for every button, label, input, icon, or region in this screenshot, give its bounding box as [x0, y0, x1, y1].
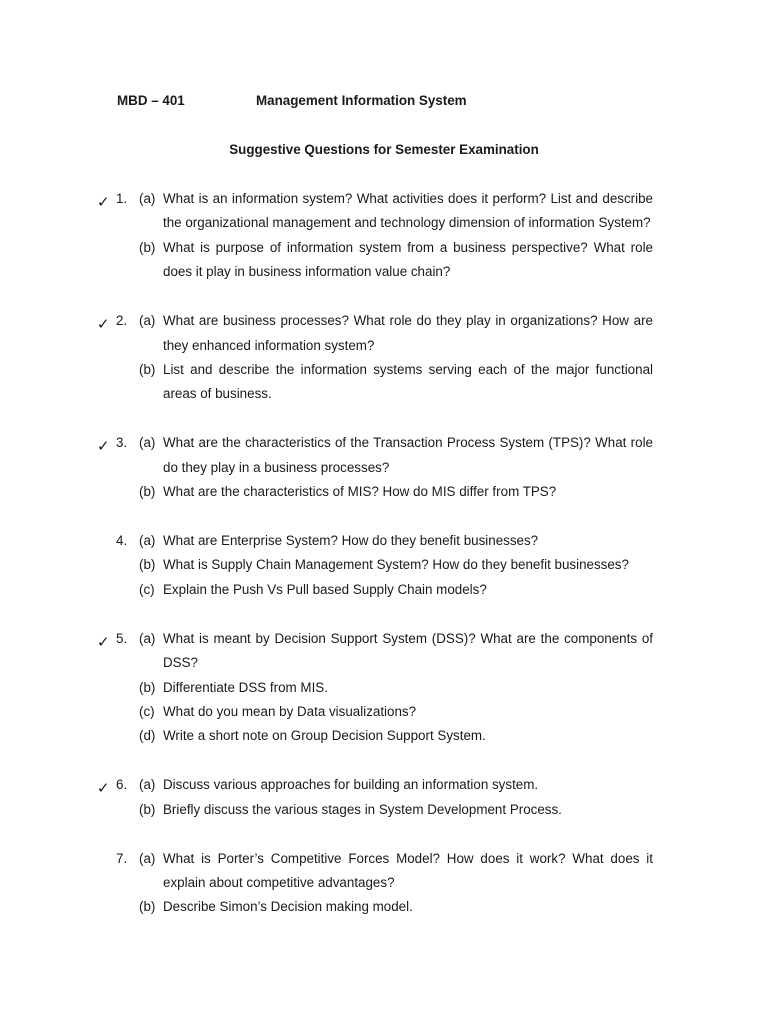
part-text: What are business processes? What role do they play in organizations? How are they enhanced information system?: [163, 313, 653, 353]
question-item: [0, 529, 768, 602]
check-mark-icon: ✓: [97, 437, 110, 456]
part-text: What is purpose of information system from a business perspective? What role does it play in business information value chain?: [163, 239, 653, 280]
question-item: [0, 187, 768, 285]
part-label: (a): [139, 532, 156, 548]
part-label: (a): [139, 850, 156, 866]
question-part: [0, 358, 768, 407]
question-part: [0, 895, 768, 919]
question-number: 1.: [116, 191, 128, 206]
part-label: (a): [139, 777, 156, 793]
part-text: What are Enterprise System? How do they benefit businesses?: [163, 532, 539, 548]
part-text: What are the characteristics of the Transaction Process System (TPS)? What role do they play in a business processes?: [163, 435, 653, 475]
question-part: [0, 700, 768, 724]
question-part: [0, 553, 768, 577]
question-number: 2.: [116, 313, 128, 329]
part-label: (b): [139, 484, 156, 500]
part-text: Discuss various approaches for building an information system.: [163, 777, 539, 793]
part-label: (b): [139, 899, 156, 915]
question-number: 5.: [116, 630, 128, 646]
question-part: [0, 847, 768, 896]
question-part: [0, 773, 768, 797]
part-text: List and describe the information systems serving each of the major functional areas of business.: [163, 361, 653, 402]
question-item: [0, 847, 768, 920]
question-part: [0, 236, 768, 285]
part-label: (b): [139, 679, 156, 695]
part-label: (b): [139, 557, 156, 573]
part-label: (a): [139, 630, 156, 646]
part-label: (a): [139, 435, 156, 451]
part-label: (a): [139, 313, 156, 329]
question-number: 6.: [116, 777, 128, 793]
question-list: [0, 187, 768, 944]
check-mark-icon: ✓: [97, 193, 110, 211]
check-mark-icon: ✓: [97, 779, 110, 798]
question-part: [0, 529, 768, 553]
part-text: Explain the Push Vs Pull based Supply Chain models?: [163, 581, 487, 597]
question-part: [0, 431, 768, 480]
question-number: 7.: [116, 850, 128, 866]
part-text: What is an information system? What activities does it perform? List and describe the organizational management and technology dimension of information System?: [163, 191, 653, 231]
question-part: [0, 480, 768, 504]
question-item: [0, 309, 768, 407]
question-item: [0, 773, 768, 822]
part-text: What is Supply Chain Management System? How do they benefit businesses?: [163, 557, 629, 573]
question-part: [0, 798, 768, 822]
course-title: Management Information System: [256, 93, 467, 108]
part-label: (b): [139, 361, 156, 377]
part-text: What are the characteristics of MIS? How do MIS differ from TPS?: [163, 484, 557, 500]
question-part: [0, 627, 768, 676]
part-text: Describe Simon’s Decision making model.: [163, 899, 413, 915]
subtitle-text: Suggestive Questions for Semester Examination: [229, 142, 539, 157]
part-text: What do you mean by Data visualizations?: [163, 703, 417, 719]
check-mark-icon: ✓: [97, 315, 110, 334]
part-text: What is meant by Decision Support System (DSS)? What are the components of DSS?: [163, 630, 653, 671]
part-label: (a): [139, 191, 156, 206]
question-part: [0, 309, 768, 358]
part-label: (b): [139, 801, 156, 817]
question-item: [0, 431, 768, 504]
part-text: Differentiate DSS from MIS.: [163, 679, 328, 695]
course-code: MBD – 401: [117, 93, 185, 108]
question-part: [0, 187, 768, 236]
question-number: 3.: [116, 435, 128, 451]
part-label: (c): [139, 581, 155, 597]
question-part: [0, 578, 768, 602]
part-text: Briefly discuss the various stages in System Development Process.: [163, 801, 562, 817]
part-text: What is Porter’s Competitive Forces Model? How does it work? What does it explain about competitive advantages?: [163, 850, 653, 890]
part-label: (b): [139, 239, 156, 255]
check-mark-icon: ✓: [97, 632, 110, 651]
question-part: [0, 724, 768, 748]
part-text: Write a short note on Group Decision Support System.: [163, 728, 486, 744]
part-label: (d): [139, 728, 156, 744]
document-subtitle: [0, 142, 768, 157]
part-label: (c): [139, 703, 155, 719]
question-item: [0, 627, 768, 749]
question-part: [0, 676, 768, 700]
question-number: 4.: [116, 532, 128, 548]
